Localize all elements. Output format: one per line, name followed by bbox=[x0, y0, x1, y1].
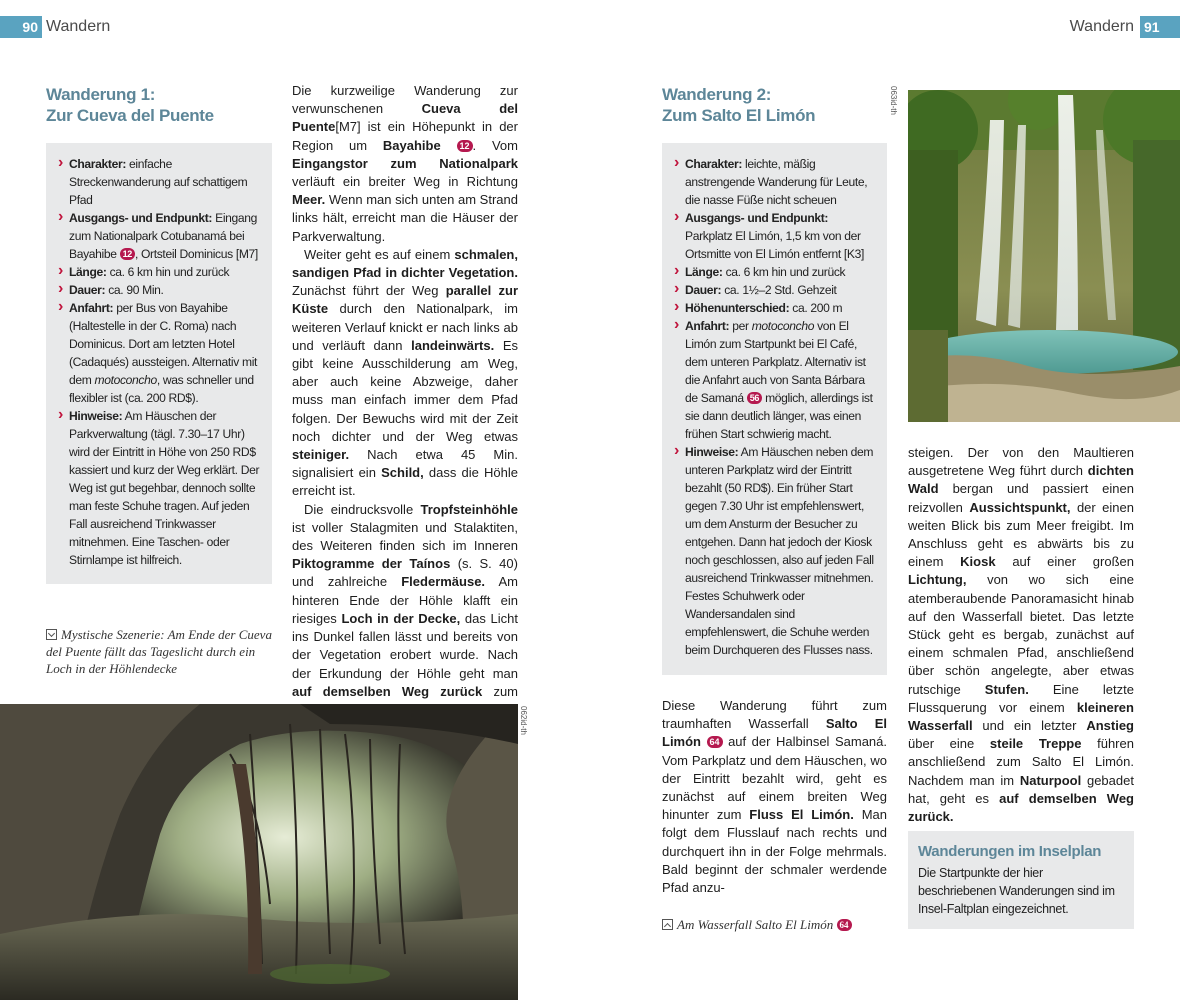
sight-badge: 64 bbox=[707, 736, 723, 748]
walk1-info-laenge: › Länge: ca. 6 km hin und zurück bbox=[58, 263, 262, 281]
sight-badge: 12 bbox=[457, 140, 473, 152]
left-running-title: Wandern bbox=[46, 18, 111, 35]
walk2-info-anfahrt: › Anfahrt: per motoconcho von El Limón zum Startpunkt bei El Café, dem unteren Parkplatz. Alternativ ist die Anfahrt auch von Santa Bárbara de Samaná 56 möglich, allerdings ist sie dann deutlich länger, was einen frühen Start schwierig macht. bbox=[674, 317, 877, 443]
sight-badge: 64 bbox=[837, 919, 852, 931]
walk1-info-start: › Ausgangs- und Endpunkt: Eingang zum Nationalpark Cotubanamá bei Bayahibe 12 , Ortsteil Dominicus [M7] bbox=[58, 209, 262, 263]
walk2-info-start: › Ausgangs- und Endpunkt: Parkplatz El Limón, 1,5 km von der Ortsmitte von El Limón entfernt [K3] bbox=[674, 209, 877, 263]
walk2-info-charakter: › Charakter: leichte, mäßig anstrengende Wanderung für Leute, die nasse Füße nicht scheuen bbox=[674, 155, 877, 209]
walk1-paragraph: Die kurzweilige Wanderung zur verwunschenen Cueva del Puente[M7] ist ein Höhepunkt in der Region um Bayahibe 12 . Vom Eingangstor zum Nationalpark verläuft ein breiter Weg in Richtung Meer. Wenn man sich unten am Strand links hält, erreicht man die Häuser der Parkverwaltung. bbox=[292, 83, 518, 244]
walk2-info-laenge: › Länge: ca. 6 km hin und zurück bbox=[674, 263, 877, 281]
walk2-body-text-1 bbox=[662, 697, 887, 897]
walk1-info-charakter: › Charakter: einfache Streckenwanderung auf schattigem Pfad bbox=[58, 155, 262, 209]
walk1-info-box bbox=[46, 143, 272, 584]
inselplan-box bbox=[908, 831, 1134, 929]
inselplan-title: Wanderungen im Inselplan bbox=[918, 843, 1102, 860]
walk2-paragraph: Diese Wanderung führt zum traumhaften Wasserfall Salto El Limón 64 auf der Halbinsel Samaná. Vom Parkplatz und dem Häuschen, wo der Eintritt bezahlt wird, geht es zunächst auf einem breiten Weg hinunter zum Fluss El Limón. Man folgt dem Flusslauf nach rechts und durchquert ihn in der Folge mehrmals. Bald beginnt der schmaler werdende Pfad anzu- bbox=[662, 698, 887, 896]
walk1-heading: Wanderung 1: Zur Cueva del Puente bbox=[46, 85, 214, 125]
walk1-info-dauer: › Dauer: ca. 90 Min. bbox=[58, 281, 262, 299]
right-page-header bbox=[1070, 16, 1180, 38]
arrow-down-icon bbox=[46, 629, 57, 640]
inselplan-text: Die Startpunkte der hier beschriebenen Wanderungen sind im Insel-Faltplan eingezeichnet. bbox=[918, 866, 1115, 916]
walk2-body-text-2 bbox=[908, 444, 1134, 826]
walk2-photo-caption: Am Wasserfall Salto El Limón 64 bbox=[662, 916, 892, 933]
waterfall-photo bbox=[908, 90, 1180, 422]
walk1-photo-caption: Mystische Szenerie: Am Ende der Cueva del Puente fällt das Tageslicht durch ein Loch in der Höhlendecke bbox=[46, 627, 272, 676]
walk2-paragraph: steigen. Der von den Maultieren ausgetretene Weg führt durch dichten Wald bergan und passiert einen reizvollen Aussichtspunkt, der einen weiten Blick bis zum Meer freigibt. Im Anschluss geht es abwärts bis zu einem Kiosk auf einer großen Lichtung, von wo sich eine atemberaubende Panoramasicht hinab auf den Wasserfall bietet. Das letzte Stück geht es bergab, zunächst auf einem schmalen Pfad, anschließend über schön angelegte, aber etwas rutschige Stufen. Eine letzte Flussquerung vor einem kleineren Wasserfall und ein letzter Anstieg über eine steile Treppe führen anschließend zum Salto El Limón. Nachdem man im Naturpool gebadet hat, geht es auf demselben Weg zurück. bbox=[908, 445, 1134, 825]
walk2-info-hinweise: › Hinweise: Am Häuschen neben dem unteren Parkplatz wird der Eintritt bezahlt (50 RD$). Ein früher Start gegen 7.30 Uhr ist empfehlenswert, um dem Ansturm der Besucher zu entgehen. Dann hat jedoch der Kiosk noch geschlossen, also auf jeden Fall ausreichend Trinkwasser mitnehmen. Festes Schuhwerk oder Wandersandalen sind empfehlenswert, die Schuhe werden beim Durchqueren des Flusses nass. bbox=[674, 443, 877, 659]
walk1-info-hinweise: › Hinweise: Am Häuschen der Parkverwaltung (tägl. 7.30–17 Uhr) wird der Eintritt in Höhe von 250 RD$ kassiert und kurz der Weg erklärt. Der Weg ist gut begehbar, dennoch sollte man feste Schuhe tragen. Auf jeden Fall ausreichend Trinkwasser mitnehmen. Eine Taschen- oder Stirnlampe ist hilfreich. bbox=[58, 407, 262, 569]
walk1-info-anfahrt: › Anfahrt: per Bus von Bayahibe (Haltestelle in der C. Roma) nach Dominicus. Dort am letzten Hotel (Cadaqués) aussteigen. Alternativ mit dem motoconcho, was schneller und flexibler ist (ca. 200 RD$). bbox=[58, 299, 262, 407]
cave-photo bbox=[0, 704, 518, 1000]
arrow-up-icon bbox=[662, 919, 673, 930]
sight-badge: 56 bbox=[747, 392, 762, 404]
walk2-info-box bbox=[662, 143, 887, 675]
walk2-heading: Wanderung 2: Zum Salto El Limón bbox=[662, 85, 816, 125]
walk1-body-text bbox=[292, 82, 518, 719]
walk2-info-dauer: › Dauer: ca. 1½–2 Std. Gehzeit bbox=[674, 281, 877, 299]
walk2-info-hoehe: › Höhenunterschied: ca. 200 m bbox=[674, 299, 877, 317]
left-page-number: 90 bbox=[0, 16, 42, 38]
photo-credit: 063id-th bbox=[889, 86, 898, 115]
walk1-paragraph: Die eindrucksvolle Tropfsteinhöhle ist voller Stalagmiten und Stalaktiten, des Weiteren finden sich im Inneren Piktogramme der Taínos (s. S. 40) und zahlreiche Fledermäuse. Am hinteren Ende der Höhle klafft ein riesiges Loch in der Decke, das Licht ins Dunkel fallen lässt und bereits von der Vegetation erobert wurde. Nach der Erkundung der Höhle geht man auf demselben Weg zurück zum bbox=[292, 501, 518, 699]
right-running-title: Wandern bbox=[1069, 18, 1134, 35]
photo-credit: 062id-th bbox=[519, 706, 528, 735]
sight-badge: 12 bbox=[120, 248, 135, 260]
walk1-paragraph: Weiter geht es auf einem schmalen, sandigen Pfad in dichter Vegetation. Zunächst führt der Weg parallel zur Küste durch den Nationalpark, im weiteren Verlauf knickt er nach links ab und verläuft dann landeinwärts. Es gibt keine Ausschilderung am Weg, aber auch keine Abzweige, daher muss man einfach immer dem Pfad folgen. Der Bewuchs wird mit der Zeit noch dichter und der Weg etwas steiniger. Nach etwa 45 Min. signalisiert ein Schild, dass die Höhle erreicht ist. bbox=[292, 246, 519, 499]
right-page-number: 91 bbox=[1140, 16, 1180, 38]
left-page-header bbox=[0, 16, 110, 38]
